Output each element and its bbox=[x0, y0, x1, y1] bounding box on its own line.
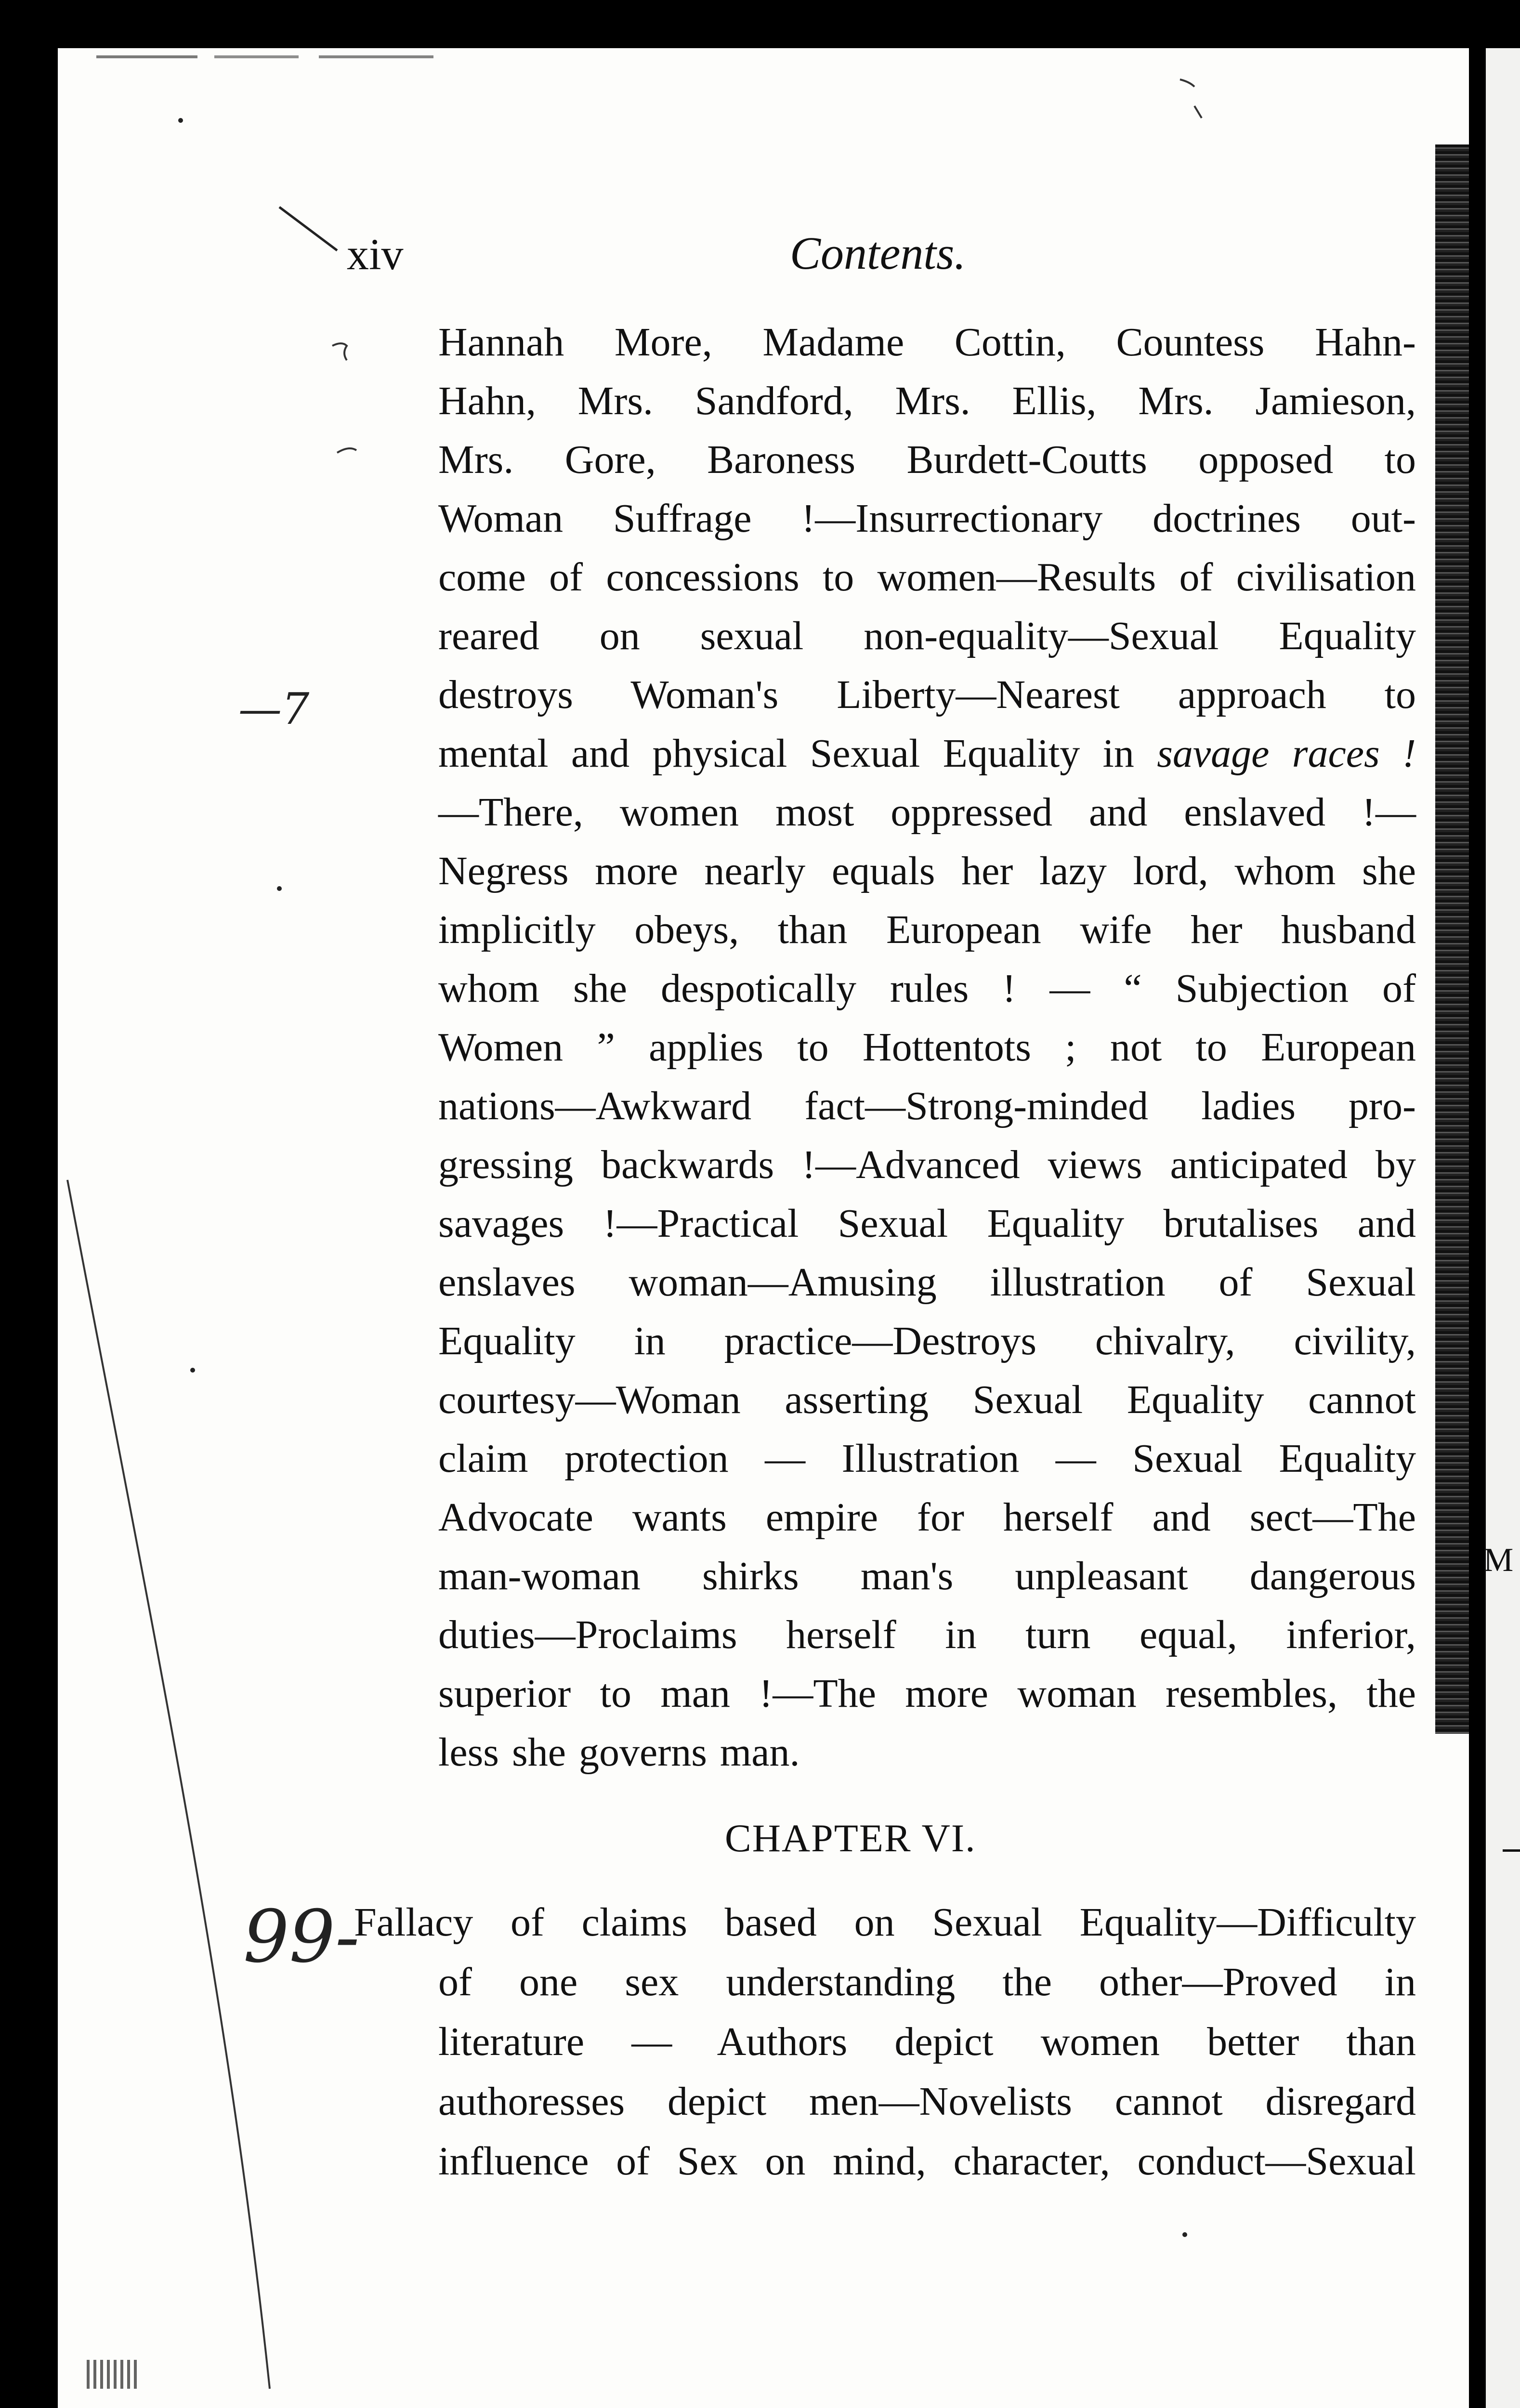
summary-line: Negress more nearly equals her lazy lord, whom she bbox=[438, 849, 1416, 893]
handwritten-margin-mark: —7 bbox=[238, 684, 310, 734]
chapter5-summary bbox=[438, 313, 1416, 1782]
chapter6-summary bbox=[354, 1893, 1416, 2191]
summary-line: superior to man !—The more woman resembles, the bbox=[438, 1671, 1416, 1716]
summary-line: —There, women most oppressed and enslaved !— bbox=[438, 790, 1416, 835]
summary-line: gressing backwards !—Advanced views anticipated by bbox=[438, 1142, 1416, 1187]
summary-line: implicitly obeys, than European wife her husband bbox=[438, 907, 1416, 952]
summary-line: reared on sexual non-equality—Sexual Equality bbox=[438, 614, 1416, 658]
running-title: Contents. bbox=[790, 227, 966, 279]
summary-line: Equality in practice—Destroys chivalry, civility, bbox=[438, 1319, 1416, 1363]
summary-line: of one sex understanding the other—Proved in bbox=[438, 1960, 1416, 2004]
italic-phrase: savage races ! bbox=[1157, 731, 1416, 776]
summary-line: come of concessions to women—Results of civilisation bbox=[438, 555, 1416, 600]
summary-line: Mrs. Gore, Baroness Burdett-Coutts opposed to bbox=[438, 437, 1416, 482]
summary-line: whom she despotically rules ! — “ Subjection of bbox=[438, 966, 1416, 1011]
summary-line: man-woman shirks man's unpleasant dangerous bbox=[438, 1554, 1416, 1598]
summary-line: less she governs man. bbox=[438, 1730, 800, 1775]
ink-speck bbox=[277, 886, 282, 891]
page-number: xiv bbox=[347, 230, 404, 279]
summary-line: influence of Sex on mind, character, conduct—Sexual bbox=[438, 2139, 1416, 2184]
summary-line: courtesy—Woman asserting Sexual Equality cannot bbox=[438, 1377, 1416, 1422]
summary-line: literature — Authors depict women better than bbox=[438, 2019, 1416, 2064]
summary-line: Hahn, Mrs. Sandford, Mrs. Ellis, Mrs. Jamieson, bbox=[438, 379, 1416, 423]
summary-line: savages !—Practical Sexual Equality brutalises and bbox=[438, 1201, 1416, 1246]
summary-line: claim protection — Illustration — Sexual Equality bbox=[438, 1436, 1416, 1481]
chapter-heading: CHAPTER VI. bbox=[725, 1816, 976, 1860]
summary-line: Advocate wants empire for herself and sect—The bbox=[438, 1495, 1416, 1540]
handwritten-page-number: 99- bbox=[243, 1895, 360, 1979]
summary-line: duties—Proclaims herself in turn equal, inferior, bbox=[438, 1612, 1416, 1657]
summary-line: Hannah More, Madame Cottin, Countess Hahn- bbox=[438, 320, 1416, 365]
summary-line: Women ” applies to Hottentots ; not to European bbox=[438, 1025, 1416, 1070]
summary-line: authoresses depict men—Novelists cannot disregard bbox=[438, 2079, 1416, 2124]
summary-line: enslaves woman—Amusing illustration of Sexual bbox=[438, 1260, 1416, 1305]
summary-line: mental and physical Sexual Equality in savage races ! bbox=[438, 731, 1416, 776]
summary-line: nations—Awkward fact—Strong-minded ladies pro- bbox=[438, 1084, 1416, 1128]
ink-speck bbox=[190, 1368, 195, 1373]
summary-line: Fallacy of claims based on Sexual Equality—Difficulty bbox=[354, 1900, 1416, 1945]
ink-speck bbox=[178, 118, 183, 123]
bottom-ink-marks bbox=[87, 2360, 140, 2389]
adjacent-page-letter: M bbox=[1483, 1542, 1514, 1579]
ink-speck bbox=[1182, 2232, 1187, 2237]
summary-line: destroys Woman's Liberty—Nearest approach to bbox=[438, 672, 1416, 717]
summary-line: Woman Suffrage !—Insurrectionary doctrines out- bbox=[438, 496, 1416, 541]
